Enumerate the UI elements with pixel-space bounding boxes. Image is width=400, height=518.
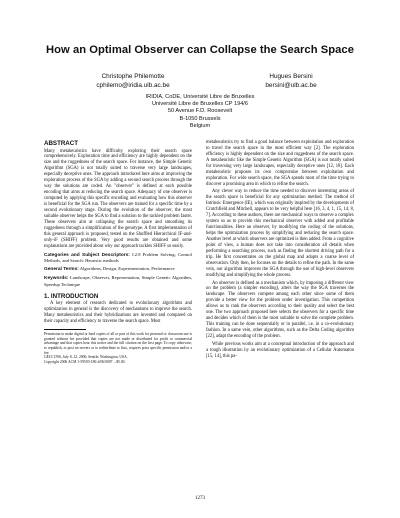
copyright-line: Copyright 2006 ACM 1-59593-186-4/06/0007 ...$5.00. (44, 359, 126, 364)
general-terms (44, 266, 192, 273)
author-block (246, 72, 336, 90)
categories-label: Categories and Subject Descriptors: (44, 252, 130, 258)
abstract-text: Many metaheuristics have difficulty exploring their search space comprehensively. Exploration time and efficiency are highly dependent on the size and the ruggedness of the search space. For instance, the Simple Genetic Algorithm (SGA) is not totally suited to traverse very large landscapes, especially deceptive ones. The approach introduced here aims at improving the exploration process of the SGA by adding a second search process through the way the solutions are coded. An "observer" is defined at each possible encoding that aims at reducing the search space. Adequacy of one observer is computed by applying this specific encoding and evaluating how this observer is beneficial for the SGA run. The observers are trained for a specific time by a second evolutionary stage. During the evolution of the observer, the most suitable observer helps the SGA to find a solution to the tackled problem faster. These observers aim at collapsing the search space and smoothing its ruggedness through a simplification of the genotype. A first implementation of this general approach is proposed, tested on the Shuffled Hierarchical IF-and-only-iF (SHIFF) problem. Very good results are obtained and some explanations are provided about why our approach tackles SHIFF so easily. (44, 148, 192, 249)
body-paragraph: Any clever way to reduce the time needed to discover interesting areas of the search space is beneficial for any optimization method. The method of Intrinsic Emergence (IE), which was originally inspired by the developments of Crutchfield and Mitchell, appears to be very helpful here [16, 3, 4, 1, 15, 14, 8, 7]. According to these authors, there are mechanical ways to observe a complex system so as to provide this mechanical observer with added and profitable functionalities. Here an observer, by modifying the coding of the solutions, helps the optimization process by simplifying and reducing the search space. Another level at which observers are optimized is then added. From a cognitive point of view, a human does not take into consideration all details when performing a searching process, such as finding the shortest driving path for a trip. He first concentrates on the global map and adopts a coarse level of observation. Only then, he focuses on the details to refine the path. In the same vein, our algorithm improves the SGA through the use of high-level observers modifying and simplifying the whole process. (206, 189, 354, 278)
general-terms-label: General Terms: (44, 267, 79, 273)
body-paragraph: An observer is defined as a mechanism which, by imposing a different view on the problem (a simpler encoding), alters the way the SGA traverses the landscape. The observers compete among each other since some of them provide a better view for the problem under investigation. This competition allows us to rank the observers according to their quality and select the best one. The two approach proposed here selects the observers for a specific time and decides which of them is the most suitable to solve the complete problem. This training can be done sequentially or in parallel, i.e. in a co-evolutionary fashion. In a same vein, other algorithms, such as the Delta Coding algorithm [22], adapt the encoding of the problem. (206, 280, 354, 340)
author-email: cphilemo@iridia.ulb.ac.be (96, 82, 170, 89)
affiliation (0, 94, 400, 130)
introduction-text: A key element of research dedicated to evolutionary algorithms and optimization in general is the discovery of mechanisms to improve the search. Many metaheuristics and their hybridizations are invented and compared on their capacity and efficiency to traverse the search space. Most (44, 301, 192, 325)
footnote-rule (44, 329, 86, 330)
keywords-label: Keywords: (44, 275, 69, 281)
affiliation-line: Belgium (189, 122, 211, 129)
introduction-heading: 1. INTRODUCTION (44, 292, 99, 300)
keywords (44, 275, 192, 288)
affiliation-line: IRIDIA, CoDE, Université Libre de Bruxelles (145, 94, 255, 100)
right-column (206, 140, 354, 362)
venue-line: GECCO'06, July 8–12, 2006, Seattle, Washington, USA. (44, 355, 128, 360)
affiliation-line: Université Libre de Bruxelles CP 194/6 (152, 101, 248, 108)
body-paragraph: metaheuristics try to find a good balance between exploitation and exploration to travel the search space in the most efficient way [2]. The exploration efficiency is highly dependent on the size and ruggedness of the search space. A metaheuristic like the Simple Genetic Algorithm (SGA) is not totally suited for traversing very large landscapes, especially deceptive ones [12, 18]. Each metaheuristic proposes its own compromise between exploitation and exploration. For wide search space, the SGA spends most of the time trying to discover a promising area in which to refine the search. (206, 140, 354, 187)
author-name: Christophe Philemotte (101, 73, 165, 80)
body-paragraph: While previous works aim at a conceptual introduction of the approach and a rough illustration by an evolutionary optimization of a Cellular Automaton [15, 14], this pa- (206, 341, 354, 359)
permission-footnote: Permission to make digital or hard copies of all or part of this work for personal or classroom use is granted without fee provided that copies are not made or distributed for profit or commercial advantage and that copies bear this notice and the full citation on the first page. To copy otherwise, to republish, to post on servers or to redistribute to lists, requires prior specific permission and/or a fee. (44, 332, 192, 355)
affiliation-line: B-1050 Brussels (179, 115, 221, 122)
categories-text: I.2.8 Problem Solving, Control Methods, and Search: Heuristic methods (44, 251, 192, 264)
paper-title: How an Optimal Observer can Collapse the Search Space (46, 44, 354, 56)
author-block (78, 72, 188, 90)
left-column (44, 140, 192, 364)
abstract-heading: ABSTRACT (44, 140, 79, 147)
page-number: 1273 (195, 496, 205, 501)
affiliation-line: 50 Avenue F.D. Roosevelt (167, 108, 233, 115)
keywords-text: Landscape, Observer, Representation, Simple Genetic Algorithm, Speedup Technique (44, 274, 192, 287)
general-terms-text: Algorithms, Design, Experimentation, Performance (79, 266, 175, 272)
categories (44, 252, 192, 265)
author-name: Hugues Bersini (269, 73, 313, 80)
author-email: bersini@ulb.ac.be (265, 82, 317, 89)
